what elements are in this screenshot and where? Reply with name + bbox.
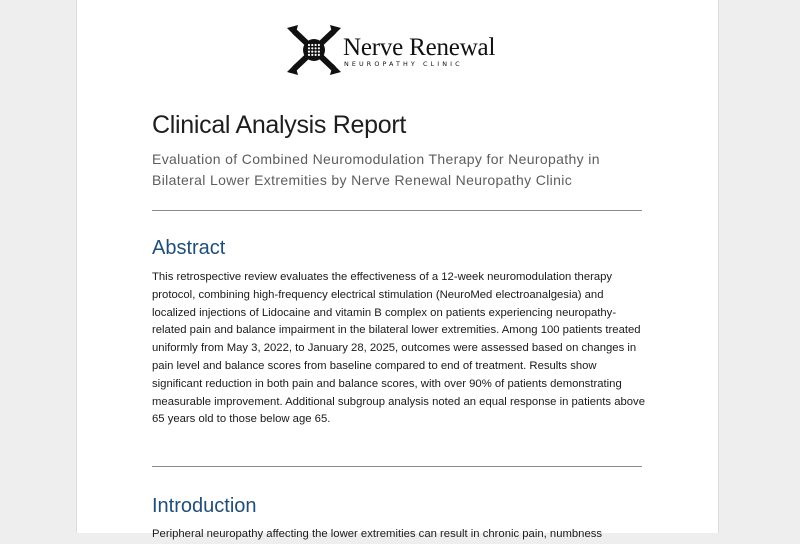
abstract-divider [152, 466, 642, 467]
abstract-heading: Abstract [152, 237, 226, 259]
introduction-heading: Introduction [152, 495, 257, 517]
nerve-renewal-logo-icon [286, 24, 342, 76]
clinic-name: Nerve Renewal [343, 34, 496, 61]
introduction-paragraph: Peripheral neuropathy affecting the lower extremities can result in chronic pain, numbness [152, 528, 603, 540]
title-divider [152, 210, 642, 211]
clinic-logo [286, 24, 526, 76]
report-title: Clinical Analysis Report [152, 111, 407, 139]
clinic-tagline: NEUROPATHY CLINIC [344, 60, 463, 68]
document-page [76, 0, 719, 540]
abstract-paragraph: This retrospective review evaluates the effectiveness of a 12-week neuromodulation therapy protocol, combining high-frequency electrical stimulation (NeuroMed electroanalgesia) and localized injections of Lidocaine and vitamin B complex on patients experiencing neuropathy-related pain and balance impairment in the bilateral lower extremities. Among 100 patients treated uniformly from May 3, 2022, to January 28, 2025, outcomes were assessed based on changes in pain level and balance scores from baseline compared to end of treatment. Results show significant reduction in both pain and balance scores, with over 90% of patients demonstrating measurable improvement. Additional subgroup analysis noted an equal response in patients above 65 years old to those below age 65. [152, 271, 645, 426]
report-subtitle: Evaluation of Combined Neuromodulation Therapy for Neuropathy in Bilateral Lower Extremities by Nerve Renewal Neuropathy Clinic [152, 151, 600, 188]
